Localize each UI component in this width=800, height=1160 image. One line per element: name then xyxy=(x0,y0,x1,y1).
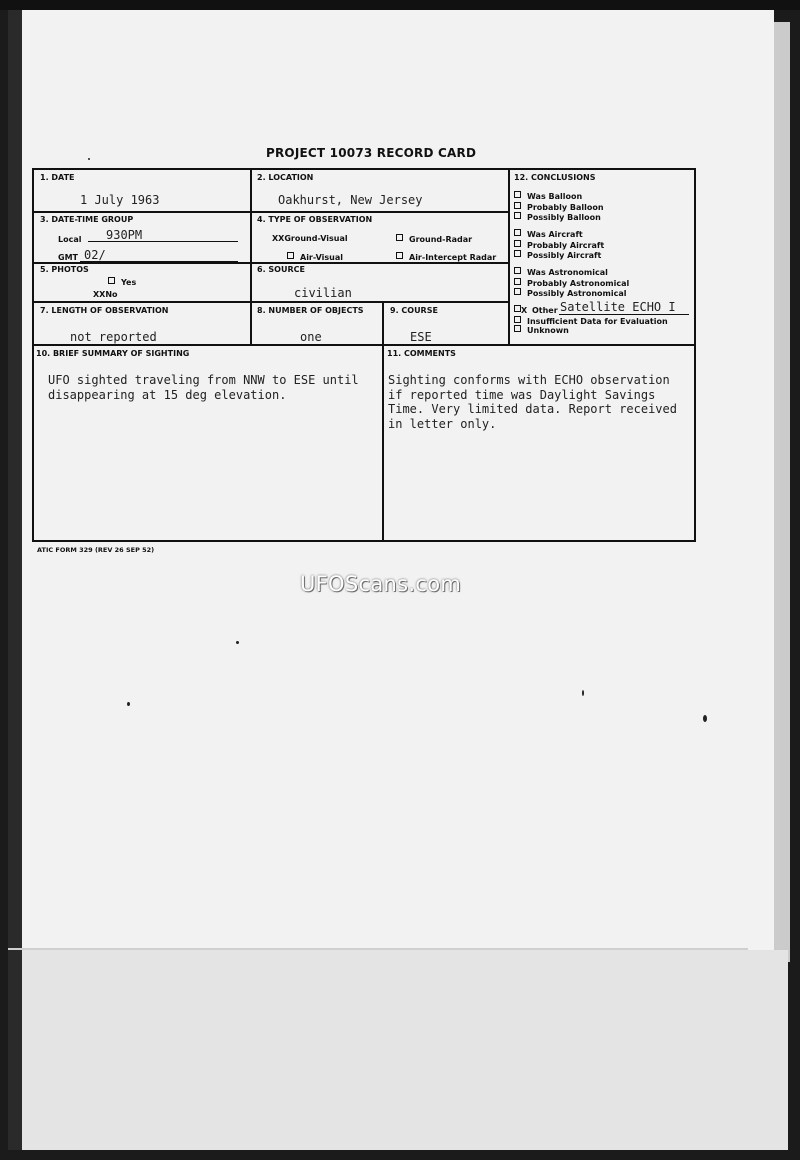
brief-summary-label: 10. BRIEF SUMMARY OF SIGHTING xyxy=(36,349,190,358)
conclusion-text: Possibly Astronomical xyxy=(527,289,627,298)
other-label: Other xyxy=(531,306,558,315)
length-of-observation-value: not reported xyxy=(70,330,157,344)
conclusions-astronomical-group xyxy=(514,267,629,299)
film-edge xyxy=(0,0,800,10)
source-value: civilian xyxy=(294,286,352,300)
photos-yes-option xyxy=(108,277,136,287)
checked-box-icon xyxy=(514,305,521,312)
air-intercept-radar-text: Air-Intercept Radar xyxy=(409,253,497,262)
conclusion-item xyxy=(514,250,604,261)
comments-text: Sighting conforms with ECHO observation if reported time was Daylight Savings Time. Very limited data. Report received in letter only. xyxy=(388,373,677,431)
photos-label: 5. PHOTOS xyxy=(40,265,89,274)
divider xyxy=(32,344,696,346)
other-underline xyxy=(559,314,689,315)
dust-speck xyxy=(236,641,239,644)
conclusion-item xyxy=(514,278,629,289)
source-label: 6. SOURCE xyxy=(257,265,305,274)
number-of-objects-label: 8. NUMBER OF OBJECTS xyxy=(257,306,364,315)
air-intercept-radar-option xyxy=(396,252,496,262)
unknown-text: Unknown xyxy=(527,326,569,335)
checkbox-icon xyxy=(514,229,521,236)
ground-radar-option xyxy=(396,234,472,244)
divider xyxy=(32,301,509,303)
ground-visual-option xyxy=(272,234,348,243)
conclusion-item xyxy=(514,288,629,299)
ground-radar-text: Ground-Radar xyxy=(409,235,473,244)
watermark: UFOScans.com xyxy=(300,572,462,596)
other-value: Satellite ECHO I xyxy=(560,300,676,314)
conclusions-balloon-group xyxy=(514,191,604,223)
conclusion-item xyxy=(514,202,604,213)
date-label: 1. DATE xyxy=(40,173,75,182)
photos-yes-text: Yes xyxy=(121,278,137,287)
checkbox-icon xyxy=(514,191,521,198)
air-visual-text: Air-Visual xyxy=(300,253,344,262)
dust-speck xyxy=(703,715,707,722)
conclusion-item xyxy=(514,267,629,278)
conclusions-aircraft-group xyxy=(514,229,604,261)
ground-visual-mark: XX xyxy=(272,234,285,243)
checkbox-icon xyxy=(514,212,521,219)
dust-speck xyxy=(582,690,584,696)
conclusion-text: Probably Balloon xyxy=(527,202,604,212)
checkbox-icon xyxy=(396,252,403,259)
conclusion-text: Probably Aircraft xyxy=(527,240,605,250)
date-value: 1 July 1963 xyxy=(80,193,160,207)
location-label: 2. LOCATION xyxy=(257,173,314,182)
checkbox-icon xyxy=(514,250,521,257)
form-id: ATIC FORM 329 (REV 26 SEP 52) xyxy=(37,546,155,554)
conclusion-other xyxy=(514,305,558,316)
lower-sheet xyxy=(8,950,788,1150)
type-of-observation-label: 4. TYPE OF OBSERVATION xyxy=(257,215,373,224)
checkbox-icon xyxy=(514,267,521,274)
divider xyxy=(382,302,384,542)
number-of-objects-value: one xyxy=(300,330,322,344)
conclusion-item xyxy=(514,240,604,251)
sheet-edge xyxy=(774,22,790,962)
photos-no-option xyxy=(93,290,118,299)
comments-label: 11. COMMENTS xyxy=(387,349,456,358)
conclusion-text: Possibly Balloon xyxy=(527,213,601,222)
checkbox-icon xyxy=(514,278,521,285)
local-label: Local xyxy=(58,235,82,244)
divider xyxy=(508,168,510,346)
conclusion-item xyxy=(514,191,604,202)
local-time-value: 930PM xyxy=(106,228,143,242)
course-value: ESE xyxy=(410,330,432,344)
conclusion-item xyxy=(514,212,604,223)
checkbox-icon xyxy=(514,316,521,323)
checkbox-icon xyxy=(514,325,521,332)
card-title: PROJECT 10073 RECORD CARD xyxy=(266,146,477,160)
divider xyxy=(250,168,252,344)
checkbox-icon xyxy=(514,288,521,295)
checkbox-icon xyxy=(396,234,403,241)
conclusions-label: 12. CONCLUSIONS xyxy=(514,173,596,182)
conclusion-unknown xyxy=(514,325,569,336)
air-visual-option xyxy=(287,252,343,262)
conclusion-text: Was Aircraft xyxy=(527,230,583,239)
checkbox-icon xyxy=(514,202,521,209)
conclusion-text: Possibly Aircraft xyxy=(527,251,602,260)
conclusion-text: Probably Astronomical xyxy=(527,278,630,288)
divider xyxy=(32,262,509,264)
location-value: Oakhurst, New Jersey xyxy=(278,193,423,207)
gmt-value: 02/ xyxy=(84,248,106,262)
dust-speck xyxy=(127,702,130,706)
divider xyxy=(32,211,509,213)
checkbox-icon xyxy=(108,277,115,284)
conclusion-item xyxy=(514,229,604,240)
gmt-label: GMT xyxy=(58,253,78,262)
conclusion-text: Was Astronomical xyxy=(527,268,608,277)
checkbox-icon xyxy=(514,240,521,247)
photos-no-mark: XX xyxy=(93,290,106,299)
length-of-observation-label: 7. LENGTH OF OBSERVATION xyxy=(40,306,169,315)
ground-visual-text: Ground-Visual xyxy=(284,234,348,243)
conclusion-text: Was Balloon xyxy=(527,192,583,201)
checkbox-icon xyxy=(287,252,294,259)
course-label: 9. COURSE xyxy=(390,306,438,315)
dust-speck xyxy=(88,158,90,160)
photos-no-text: No xyxy=(105,290,118,299)
brief-summary-text: UFO sighted traveling from NNW to ESE until disappearing at 15 deg elevation. xyxy=(48,373,359,402)
other-mark: X xyxy=(521,306,528,315)
date-time-group-label: 3. DATE-TIME GROUP xyxy=(40,215,134,224)
insufficient-text: Insufficient Data for Evaluation xyxy=(527,317,668,326)
